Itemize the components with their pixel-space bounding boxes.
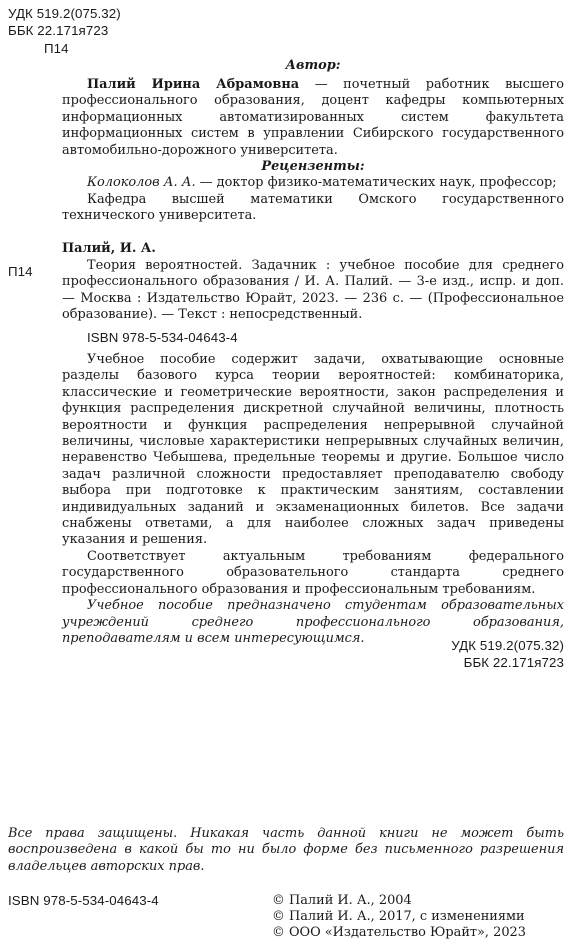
author-mark: П14 bbox=[44, 41, 69, 56]
reviewer-1 bbox=[62, 175, 564, 191]
annotation-paragraph-1: Учебное пособие содержит задачи, охватывающие основные разделы базового курса теории вероятностей: комбинаторика, классические и геометрические вероятности, закон распределения и функция распределения дискретной случайной величины, плотность вероятности и функция распределения непрерывной случайной величины, числовые характеристики непрерывных случайных величин, неравенство Чебышева, предельные теоремы и другие. Большое число задач различной сложности предоставляет преподавателю свободу выбора при подготовке к практическим занятиям, составлении индивидуальных заданий и экзаменационных билетов. Все задачи снабжены ответами, а для наиболее сложных задач приведены указания и решения. bbox=[62, 352, 564, 548]
annotation bbox=[62, 352, 564, 647]
bbk-code-bottom: ББК 22.171я723 bbox=[463, 655, 564, 670]
reviewer-1-description: — доктор физико-математических наук, профессор; bbox=[195, 175, 557, 190]
annotation-paragraph-3: Учебное пособие предназначено студентам образовательных учреждений среднего профессионального образования, преподавателям и всем интересующимся. bbox=[62, 598, 564, 646]
author-description: — почетный работник высшего профессионального образования, доцент кафедры компьютерных информационных автоматизированных систем факультета информационных систем в управлении Сибирского государственного автомобильно-дорожного университета. bbox=[62, 77, 564, 158]
reviewer-2: Кафедра высшей математики Омского государственного технического университета. bbox=[62, 192, 564, 224]
reviewer-1-name: Колоколов А. А. bbox=[87, 175, 196, 190]
catalog-isbn: ISBN 978-5-534-04643-4 bbox=[87, 330, 238, 345]
bbk-code: ББК 22.171я723 bbox=[8, 23, 109, 38]
copyright-1: © Палий И. А., 2004 bbox=[272, 893, 412, 908]
udk-code-bottom: УДК 519.2(075.32) bbox=[451, 638, 564, 653]
annotation-paragraph-2: Соответствует актуальным требованиям федерального государственного образовательного стандарта среднего профессионального образования и профессиональным требованиям. bbox=[62, 548, 564, 597]
author-heading: Автор: bbox=[285, 58, 341, 73]
reviewers-heading: Рецензенты: bbox=[261, 159, 365, 174]
udk-code: УДК 519.2(075.32) bbox=[8, 6, 121, 21]
rights-notice: Все права защищены. Никакая часть данной книги не может быть воспроизведена в какой бы то ни было форме без письменного разрешения владельцев авторских прав. bbox=[8, 826, 564, 874]
catalog-description: Теория вероятностей. Задачник : учебное пособие для среднего профессионального образования / И. А. Палий. — 3-е изд., испр. и доп. — Москва : Издательство Юрайт, 2023. — 236 с. — (Профессиональное образование). — Текст : непосредственный. bbox=[62, 258, 564, 323]
catalog-mark: П14 bbox=[8, 264, 33, 279]
author-bio bbox=[62, 77, 564, 159]
author-name: Палий Ирина Абрамовна bbox=[87, 77, 300, 92]
copyright-2: © Палий И. А., 2017, с изменениями bbox=[272, 909, 525, 924]
footer-isbn: ISBN 978-5-534-04643-4 bbox=[8, 893, 159, 908]
copyright-3: © ООО «Издательство Юрайт», 2023 bbox=[272, 925, 526, 940]
catalog-author: Палий, И. А. bbox=[62, 241, 156, 256]
